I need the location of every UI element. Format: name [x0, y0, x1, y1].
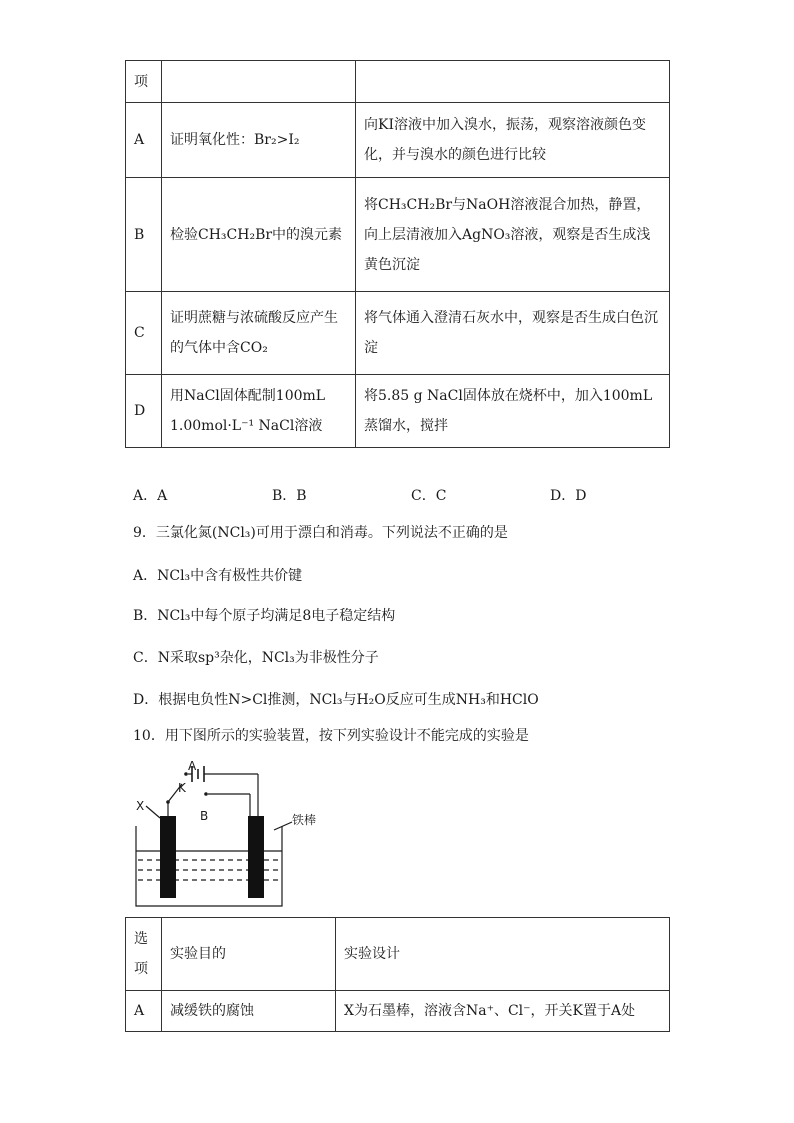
leader-rod — [274, 822, 292, 830]
q9-option-d: D．根据电负性N>Cl推测，NCl₃与H₂O反应可生成NH₃和HClO — [133, 692, 539, 708]
q9-option-a: A．NCl₃中含有极性共价键 — [133, 568, 303, 584]
terminal-k — [166, 800, 170, 804]
electrochemistry-apparatus-figure — [128, 758, 328, 914]
row-purpose: 证明氧化性：Br₂>I₂ — [162, 103, 356, 178]
terminal-b — [204, 792, 208, 796]
header-cell-purpose — [162, 61, 356, 103]
row-purpose: 证明蔗糖与浓硫酸反应产生的气体中含CO₂ — [162, 292, 356, 375]
experiment-table-q10 — [125, 917, 670, 1032]
q8-option-d: D．D — [550, 488, 587, 504]
header-cell-option: 项 — [126, 61, 162, 103]
row-purpose: 减缓铁的腐蚀 — [162, 991, 336, 1032]
q8-option-c: C．C — [411, 488, 447, 504]
label-iron-rod: 铁棒 — [292, 813, 317, 827]
electrode-iron-rod — [248, 816, 264, 898]
label-k: K — [178, 781, 186, 795]
header-cell-purpose: 实验目的 — [162, 918, 336, 991]
row-method: X为石墨棒，溶液含Na⁺、Cl⁻，开关K置于A处 — [336, 991, 670, 1032]
row-method: 将CH₃CH₂Br与NaOH溶液混合加热，静置，向上层清液加入AgNO₃溶液，观察是否生成浅黄色沉淀 — [356, 178, 670, 292]
table-row — [126, 292, 670, 375]
experiment-table-q8 — [125, 60, 670, 448]
header-cell-option: 选项 — [126, 918, 162, 991]
q8-option-b: B．B — [272, 488, 307, 504]
table-row — [126, 178, 670, 292]
q9-option-b: B．NCl₃中每个原子均满足8电子稳定结构 — [133, 608, 396, 624]
row-method: 将气体通入澄清石灰水中，观察是否生成白色沉淀 — [356, 292, 670, 375]
q9-option-c: C．N采取sp³杂化，NCl₃为非极性分子 — [133, 650, 379, 666]
row-method: 将5.85 g NaCl固体放在烧杯中，加入100mL蒸馏水，搅拌 — [356, 375, 670, 448]
label-b: B — [200, 809, 209, 823]
table-row — [126, 103, 670, 178]
table-header-row — [126, 918, 670, 991]
header-cell-method: 实验设计 — [336, 918, 670, 991]
table-row — [126, 375, 670, 448]
q8-option-a: A．A — [133, 488, 168, 504]
label-a: A — [188, 759, 197, 773]
row-method: 向KI溶液中加入溴水，振荡，观察溶液颜色变化，并与溴水的颜色进行比较 — [356, 103, 670, 178]
row-label: A — [126, 103, 162, 178]
row-purpose: 用NaCl固体配制100mL 1.00mol·L⁻¹ NaCl溶液 — [162, 375, 356, 448]
row-label: C — [126, 292, 162, 375]
row-label: B — [126, 178, 162, 292]
q10-stem: 10．用下图所示的实验装置，按下列实验设计不能完成的实验是 — [133, 728, 529, 744]
leader-x — [146, 806, 160, 818]
row-purpose: 检验CH₃CH₂Br中的溴元素 — [162, 178, 356, 292]
row-label: D — [126, 375, 162, 448]
label-x: X — [136, 799, 145, 813]
row-label: A — [126, 991, 162, 1032]
table-header-row — [126, 61, 670, 103]
table-row — [126, 991, 670, 1032]
q9-stem: 9．三氯化氮(NCl₃)可用于漂白和消毒。下列说法不正确的是 — [133, 525, 508, 541]
header-cell-method — [356, 61, 670, 103]
electrode-x — [160, 816, 176, 898]
